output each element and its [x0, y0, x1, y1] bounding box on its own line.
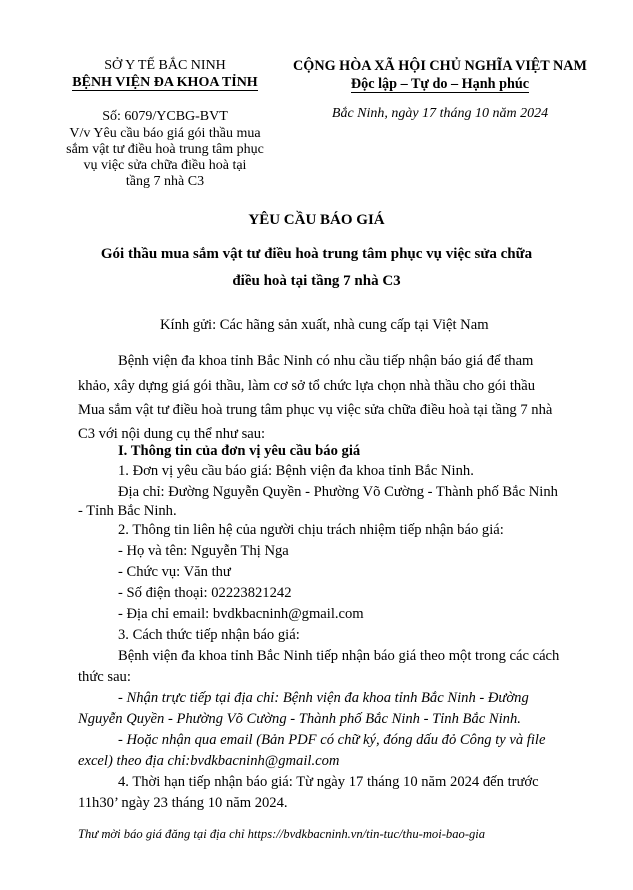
receive-direct-line-1: - Nhận trực tiếp tại địa chỉ: Bệnh viện đa khoa tỉnh Bắc Ninh - Đường	[118, 690, 529, 706]
subject-line-4: tầng 7 nhà C3	[125, 174, 205, 189]
intro-line-2: khảo, xây dựng giá gói thầu, làm cơ sở tổ chức lựa chọn nhà thầu cho gói thầu	[78, 378, 536, 394]
footer-note: Thư mời báo giá đăng tại địa chỉ https://bvdkbacninh.vn/tin-tuc/thu-moi-bao-gia	[78, 827, 486, 841]
address-line-1: Địa chỉ: Đường Nguyễn Quyền - Phường Võ Cường - Thành phố Bắc Ninh	[118, 484, 558, 500]
intro-line-3: Mua sắm vật tư điều hoà trung tâm phục vụ việc sửa chữa điều hoà tại tầng 7 nhà	[78, 402, 553, 418]
place-date: Bắc Ninh, ngày 17 tháng 10 năm 2024	[331, 106, 549, 121]
receive-email-line-1: - Hoặc nhận qua email (Bản PDF có chữ ký, đóng dấu đỏ Công ty và file	[118, 732, 546, 748]
item1: 1. Đơn vị yêu cầu báo giá: Bệnh viện đa khoa tỉnh Bắc Ninh.	[118, 463, 474, 479]
receive-direct-line-2: Nguyễn Quyền - Phường Võ Cường - Thành phố Bắc Ninh - Tỉnh Bắc Ninh.	[78, 711, 521, 727]
contact-phone: - Số điện thoại: 02223821242	[118, 585, 292, 601]
subtitle-line-2: điều hoà tại tầng 7 nhà C3	[232, 273, 401, 289]
intro-line-1: Bệnh viện đa khoa tỉnh Bắc Ninh có nhu cầu tiếp nhận báo giá để tham	[118, 353, 534, 369]
doc-number: Số: 6079/YCBG-BVT	[102, 109, 228, 124]
item3: 3. Cách thức tiếp nhận báo giá:	[118, 627, 300, 643]
address-line-2: - Tỉnh Bắc Ninh.	[78, 503, 177, 519]
item2: 2. Thông tin liên hệ của người chịu trách nhiệm tiếp nhận báo giá:	[118, 522, 504, 538]
contact-email: - Địa chỉ email: bvdkbacninh@gmail.com	[118, 606, 364, 622]
contact-position: - Chức vụ: Văn thư	[118, 564, 231, 580]
item4-line-2: 11h30’ ngày 23 tháng 10 năm 2024.	[78, 795, 288, 811]
section1-heading: I. Thông tin của đơn vị yêu cầu báo giá	[118, 443, 361, 459]
receive-intro-line-1: Bệnh viện đa khoa tỉnh Bắc Ninh tiếp nhận báo giá theo một trong các cách	[118, 648, 560, 664]
subject-line-1: V/v Yêu cầu báo giá gói thầu mua	[69, 126, 261, 141]
recipient: Kính gửi: Các hãng sản xuất, nhà cung cấp tại Việt Nam	[160, 317, 489, 333]
intro-line-4: C3 với nội dung cụ thể như sau:	[78, 426, 266, 442]
subject-line-2: sắm vật tư điều hoà trung tâm phục	[66, 142, 264, 157]
receive-email-line-2: excel) theo địa chỉ:bvdkbacninh@gmail.com	[78, 753, 340, 769]
country-name: CỘNG HÒA XÃ HỘI CHỦ NGHĨA VIỆT NAM	[293, 58, 587, 74]
subject-line-3: vụ việc sửa chữa điều hoà tại	[83, 158, 247, 173]
receive-intro-line-2: thức sau:	[78, 669, 131, 685]
motto: Độc lập – Tự do – Hạnh phúc	[350, 76, 530, 92]
org-parent: SỞ Y TẾ BẮC NINH	[104, 58, 226, 73]
item4-line-1: 4. Thời hạn tiếp nhận báo giá: Từ ngày 17 tháng 10 năm 2024 đến trước	[118, 774, 539, 790]
org-name: BỆNH VIỆN ĐA KHOA TỈNH	[72, 75, 258, 90]
doc-title: YÊU CẦU BÁO GIÁ	[248, 212, 385, 228]
contact-name: - Họ và tên: Nguyễn Thị Nga	[118, 543, 289, 559]
subtitle-line-1: Gói thầu mua sắm vật tư điều hoà trung tâm phục vụ việc sửa chữa	[100, 246, 533, 262]
